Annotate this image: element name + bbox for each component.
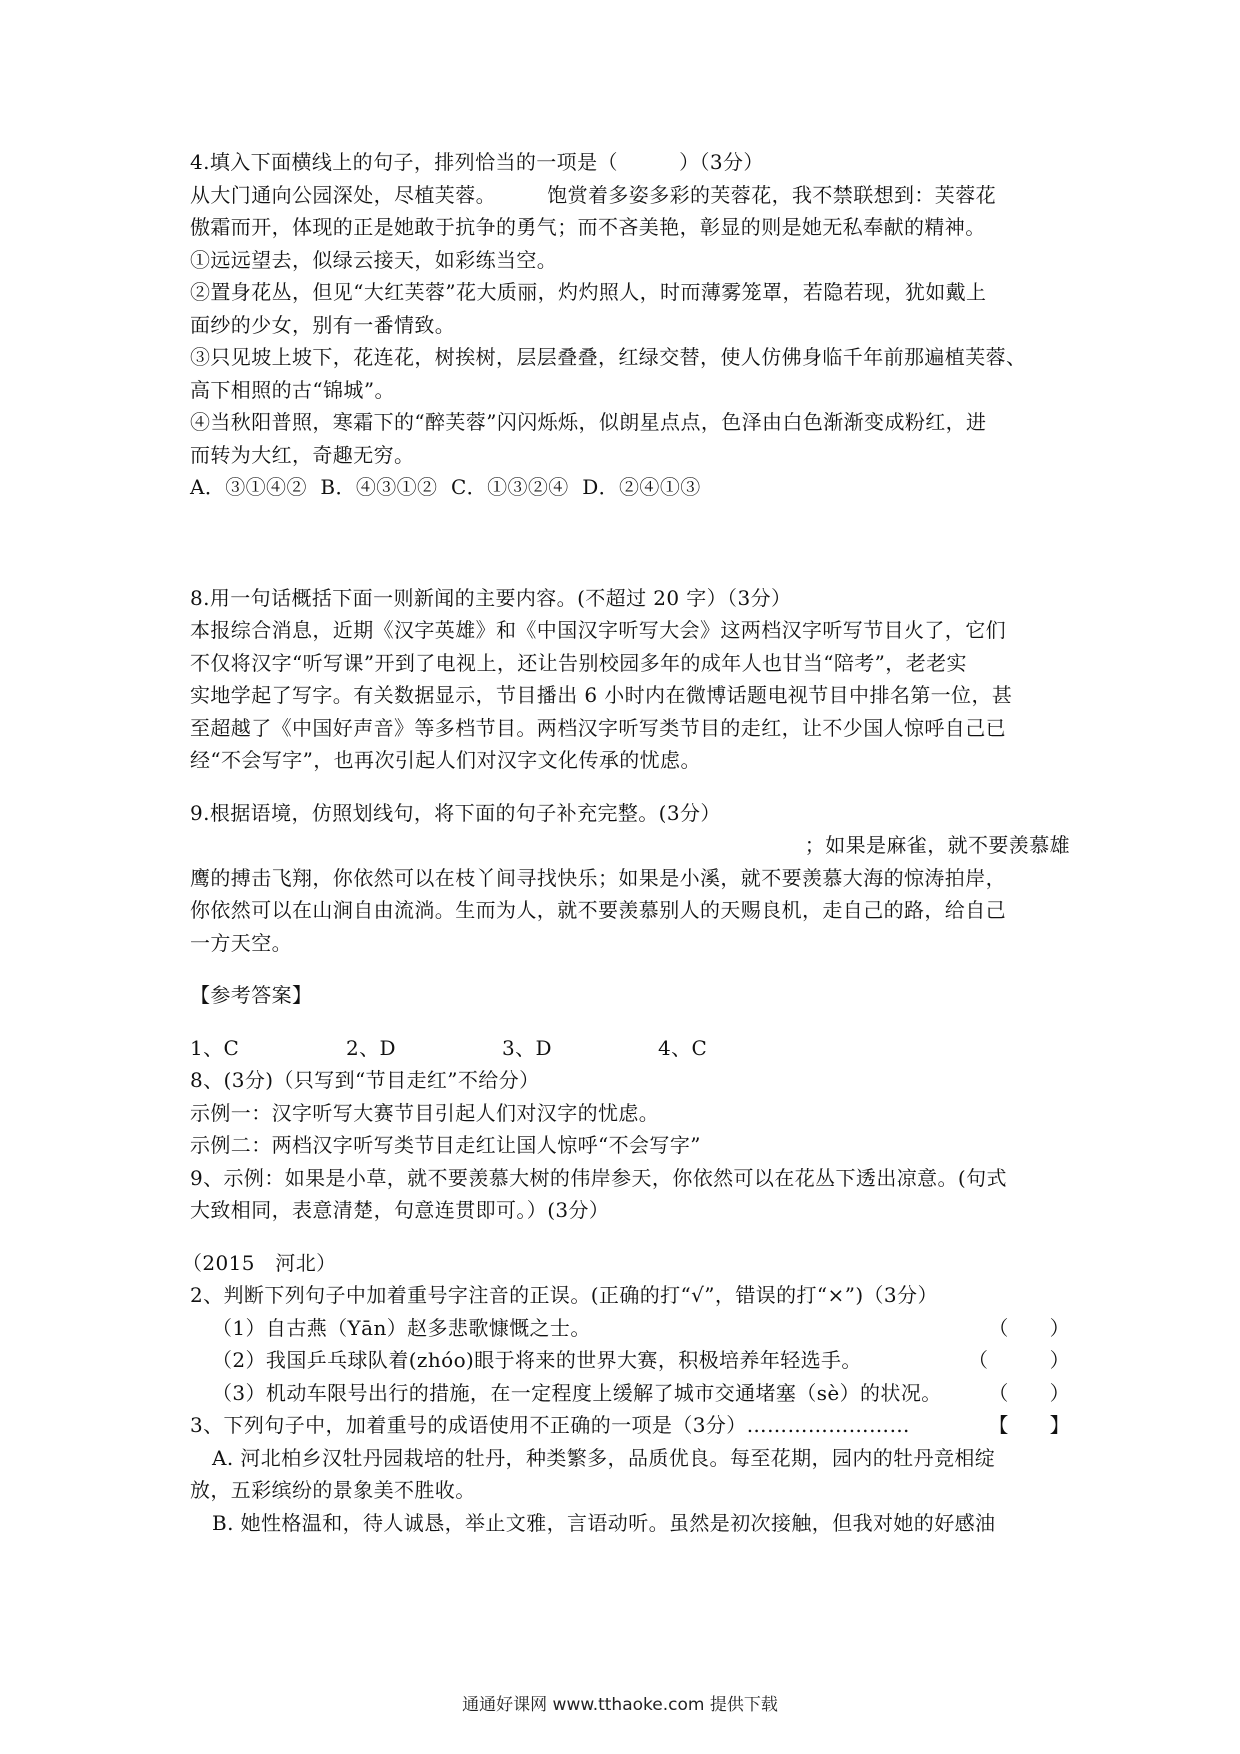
hebei-q3-title: 3、下列句子中，加着重号的成语使用不正确的一项是（3分）…………………… [190,1413,910,1437]
answer-9-example-cont: 大致相同，表意清楚，句意连贯即可。）(3分） [190,1198,610,1222]
hebei-q2-title: 2、判断下列句子中加着重号字注音的正误。(正确的打“√”，错误的打“×”)（3分） [190,1283,938,1307]
hebei-q2-item-2 [190,1344,1070,1377]
q8-passage-line: 不仅将汉字“听写课”开到了电视上，还让告别校园多年的成年人也甘当“陪考”，老老实 [190,650,967,675]
q8-passage-line: 至超越了《中国好声音》等多档节目。两档汉字听写类节目的走红，让不少国人惊呼自己已 [190,715,1006,740]
answer-1: 1、C [190,1035,240,1060]
q4-option-2-cont: 面纱的少女，别有一番情致。 [190,312,456,337]
question-9-title: 9.根据语境，仿照划线句，将下面的句子补充完整。(3分） [190,800,721,825]
q4-choices: A．③①④② B．④③①② C．①③②④ D．②④①③ [190,475,701,499]
q8-passage-line: 实地学起了写字。有关数据显示，节目播出 6 小时内在微博话题电视节目中排名第一位，甚 [190,683,1013,707]
q9-blank-line: ；如果是麻雀，就不要羡慕雄 [804,833,1070,857]
page-footer: 通通好课网 www.tthaoke.com 提供下载 [462,1695,778,1715]
hebei-q2-item-3 [190,1377,1070,1410]
answer-blank: （ ） [988,1380,1070,1405]
item-text: （2）我国乒乓球队着(zhóo)眼于将来的世界大赛，积极培养年轻选手。 [212,1348,862,1372]
q9-passage-line: 一方天空。 [190,930,292,955]
q9-passage-line: 你依然可以在山涧自由流淌。生而为人，就不要羡慕别人的天赐良机，走自己的路，给自己 [190,898,1006,922]
hebei-q3-option-a-cont: 放，五彩缤纷的景象美不胜收。 [190,1478,476,1502]
q4-option-1: ①远远望去，似绿云接天，如彩练当空。 [190,247,558,272]
hebei-q3-title-row [190,1409,1070,1442]
q4-option-3-cont: 高下相照的古“锦城”。 [190,377,395,402]
answer-bracket: 【 】 [988,1413,1070,1437]
item-text: （3）机动车限号出行的措施，在一定程度上缓解了城市交通堵塞（sè）的状况。 [212,1380,942,1405]
answers-choice-row [190,1032,1070,1065]
question-8-title: 8.用一句话概括下面一则新闻的主要内容。(不超过 20 字）（3分） [190,585,792,610]
answer-2: 2、D [346,1035,396,1060]
q8-passage-line: 经“不会写字”，也再次引起人们对汉字文化传承的忧虑。 [190,748,701,772]
answer-8-example-2: 示例二：两档汉字听写类节目走红让国人惊呼“不会写字” [190,1133,701,1157]
hebei-q3-option-b: B. 她性格温和，待人诚恳，举止文雅，言语动听。虽然是初次接触，但我对她的好感油 [212,1510,996,1535]
section-heading: （2015 河北） [182,1250,337,1275]
answer-9-example: 9、示例：如果是小草，就不要羡慕大树的伟岸参天，你依然可以在花丛下透出凉意。(句式 [190,1165,1007,1190]
document-page [182,146,1070,1539]
question-4-title: 4.填入下面横线上的句子，排列恰当的一项是（ ）（3分） [190,150,764,174]
answer-8-example-1: 示例一：汉字听写大赛节目引起人们对汉字的忧虑。 [190,1100,660,1125]
q4-option-4-cont: 而转为大红，奇趣无穷。 [190,442,415,467]
q4-passage-line: 从大门通向公园深处，尽植芙蓉。 饱赏着多姿多彩的芙蓉花，我不禁联想到：芙蓉花 [190,182,996,207]
hebei-q2-item-1 [190,1312,1070,1345]
q4-option-2: ②置身花丛，但见“大红芙蓉”花大质丽，灼灼照人，时而薄雾笼罩，若隐若现，犹如戴上 [190,280,987,304]
answer-8-header: 8、(3分)（只写到“节目走红”不给分） [190,1068,540,1092]
answers-heading: 【参考答案】 [190,983,313,1007]
hebei-q3-option-a: A. 河北柏乡汉牡丹园栽培的牡丹，种类繁多，品质优良。每至花期，园内的牡丹竞相绽 [212,1445,996,1470]
answer-4: 4、C [658,1035,708,1060]
q4-passage-line: 傲霜而开，体现的正是她敢于抗争的勇气；而不吝美艳，彰显的则是她无私奉献的精神。 [190,215,986,239]
q4-option-4: ④当秋阳普照，寒霜下的“醉芙蓉”闪闪烁烁，似朗星点点，色泽由白色渐渐变成粉红，进 [190,410,987,434]
q9-passage-line: 鹰的搏击飞翔，你依然可以在枝丫间寻找快乐；如果是小溪，就不要羡慕大海的惊涛拍岸， [190,865,1006,890]
answer-blank: （ ） [988,1315,1070,1340]
item-text: （1）自古燕（Yān）赵多悲歌慷慨之士。 [212,1315,591,1340]
q8-passage-line: 本报综合消息，近期《汉字英雄》和《中国汉字听写大会》这两档汉字听写节目火了，它们 [190,618,1006,642]
answer-blank: （ ） [968,1348,1070,1372]
answer-3: 3、D [502,1035,552,1060]
q4-option-3: ③只见坡上坡下，花连花，树挨树，层层叠叠，红绿交替，使人仿佛身临千年前那遍植芙蓉、 [190,345,1027,369]
